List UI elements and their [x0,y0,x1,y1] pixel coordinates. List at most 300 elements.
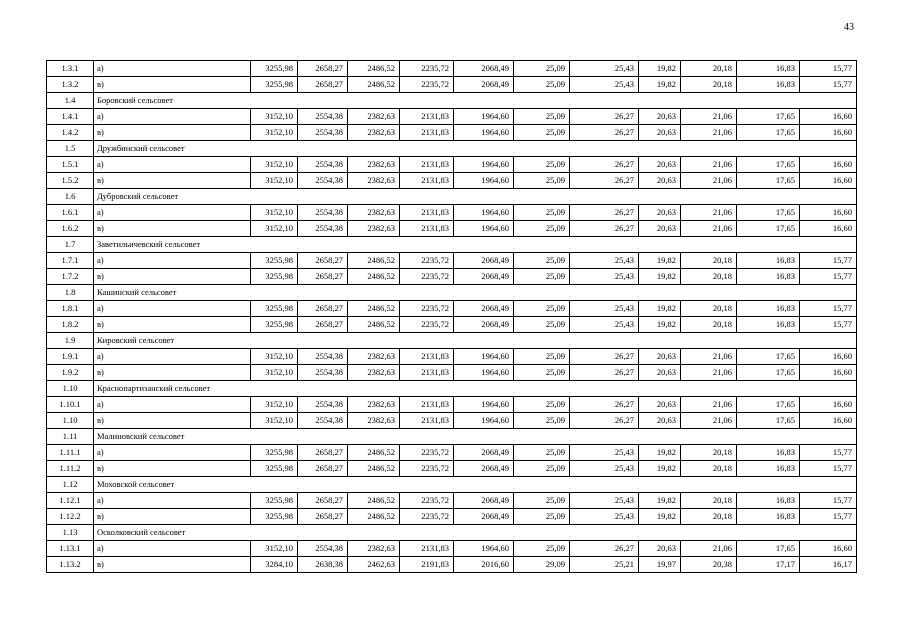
value-cell: 21,06 [681,221,737,237]
value-cell: 20,63 [639,365,681,381]
value-cell: 15,77 [800,253,857,269]
table-row [47,349,857,365]
row-code: 1.9 [47,333,94,349]
row-code: 1.10 [47,381,94,397]
value-cell: 2131,83 [400,541,454,557]
value-cell: 3255,98 [251,301,298,317]
value-cell: 16,83 [737,77,800,93]
row-code: 1.5.2 [47,173,94,189]
value-cell: 26,27 [570,125,639,141]
table-body [47,61,857,573]
value-cell: 20,63 [639,157,681,173]
table-row [47,109,857,125]
row-code: 1.13 [47,525,94,541]
value-cell: 19,82 [639,445,681,461]
value-cell: 25,43 [570,301,639,317]
table-row [47,253,857,269]
row-code: 1.4.2 [47,125,94,141]
row-label: а) [94,157,251,173]
value-cell: 25,43 [570,445,639,461]
value-cell: 25,09 [514,205,570,221]
value-cell: 25,09 [514,77,570,93]
value-cell: 2131,83 [400,157,454,173]
section-title: Дубровский сельсовет [94,189,857,205]
value-cell: 19,82 [639,301,681,317]
value-cell: 3284,10 [251,557,298,573]
value-cell: 2658,27 [298,509,348,525]
value-cell: 17,65 [737,397,800,413]
value-cell: 2382,63 [348,221,400,237]
value-cell: 2131,83 [400,397,454,413]
section-title: Малиновский сельсовет [94,429,857,445]
value-cell: 21,06 [681,365,737,381]
value-cell: 21,06 [681,109,737,125]
row-label: в) [94,317,251,333]
value-cell: 2382,63 [348,157,400,173]
row-code: 1.10.1 [47,397,94,413]
value-cell: 19,82 [639,509,681,525]
section-row [47,525,857,541]
row-code: 1.7.1 [47,253,94,269]
row-label: а) [94,541,251,557]
row-label: в) [94,461,251,477]
value-cell: 16,83 [737,269,800,285]
row-code: 1.5.1 [47,157,94,173]
value-cell: 3255,98 [251,77,298,93]
value-cell: 3152,10 [251,125,298,141]
value-cell: 25,43 [570,317,639,333]
value-cell: 2016,60 [454,557,514,573]
table-row [47,413,857,429]
value-cell: 2658,27 [298,493,348,509]
value-cell: 20,63 [639,413,681,429]
value-cell: 21,06 [681,205,737,221]
value-cell: 2486,52 [348,61,400,77]
value-cell: 3152,10 [251,157,298,173]
value-cell: 21,06 [681,413,737,429]
value-cell: 3255,98 [251,61,298,77]
value-cell: 20,63 [639,173,681,189]
value-cell: 2131,83 [400,205,454,221]
value-cell: 20,63 [639,205,681,221]
value-cell: 3255,98 [251,509,298,525]
value-cell: 21,06 [681,157,737,173]
value-cell: 26,27 [570,221,639,237]
value-cell: 25,09 [514,493,570,509]
value-cell: 20,18 [681,77,737,93]
row-code: 1.13.1 [47,541,94,557]
value-cell: 25,09 [514,301,570,317]
value-cell: 2068,49 [454,509,514,525]
row-code: 1.5 [47,141,94,157]
value-cell: 2382,63 [348,109,400,125]
value-cell: 25,09 [514,461,570,477]
value-cell: 20,63 [639,541,681,557]
value-cell: 2554,38 [298,349,348,365]
value-cell: 21,06 [681,173,737,189]
value-cell: 16,83 [737,493,800,509]
value-cell: 1964,60 [454,221,514,237]
value-cell: 1964,60 [454,205,514,221]
value-cell: 2382,63 [348,173,400,189]
value-cell: 25,09 [514,541,570,557]
value-cell: 2554,38 [298,221,348,237]
value-cell: 16,83 [737,301,800,317]
value-cell: 17,65 [737,125,800,141]
table-row [47,557,857,573]
value-cell: 25,43 [570,461,639,477]
value-cell: 25,09 [514,397,570,413]
value-cell: 25,43 [570,493,639,509]
value-cell: 2382,63 [348,413,400,429]
table-row [47,445,857,461]
value-cell: 2131,83 [400,109,454,125]
value-cell: 1964,60 [454,157,514,173]
value-cell: 21,06 [681,349,737,365]
row-code: 1.6.2 [47,221,94,237]
value-cell: 26,27 [570,157,639,173]
value-cell: 3152,10 [251,173,298,189]
value-cell: 2658,27 [298,253,348,269]
value-cell: 25,09 [514,413,570,429]
value-cell: 2554,38 [298,125,348,141]
value-cell: 25,09 [514,61,570,77]
value-cell: 2068,49 [454,461,514,477]
row-label: а) [94,109,251,125]
value-cell: 2235,72 [400,61,454,77]
row-code: 1.6 [47,189,94,205]
section-title: Краснопартизанский сельсовет [94,381,857,397]
row-label: а) [94,61,251,77]
value-cell: 20,63 [639,397,681,413]
row-label: а) [94,493,251,509]
value-cell: 2235,72 [400,493,454,509]
value-cell: 16,60 [800,125,857,141]
value-cell: 2235,72 [400,445,454,461]
value-cell: 2382,63 [348,205,400,221]
row-label: а) [94,301,251,317]
value-cell: 2068,49 [454,77,514,93]
value-cell: 15,77 [800,301,857,317]
value-cell: 20,18 [681,269,737,285]
row-code: 1.8.2 [47,317,94,333]
value-cell: 15,77 [800,61,857,77]
value-cell: 1964,60 [454,413,514,429]
value-cell: 2382,63 [348,125,400,141]
value-cell: 20,18 [681,61,737,77]
value-cell: 2382,63 [348,541,400,557]
value-cell: 16,60 [800,173,857,189]
row-label: в) [94,365,251,381]
value-cell: 3152,10 [251,541,298,557]
row-code: 1.11 [47,429,94,445]
value-cell: 16,60 [800,221,857,237]
value-cell: 2068,49 [454,61,514,77]
value-cell: 16,83 [737,509,800,525]
value-cell: 20,18 [681,317,737,333]
value-cell: 1964,60 [454,109,514,125]
value-cell: 16,60 [800,365,857,381]
value-cell: 20,63 [639,109,681,125]
value-cell: 2382,63 [348,349,400,365]
section-title: Моховской сельсовет [94,477,857,493]
section-title: Осколковский сельсовет [94,525,857,541]
value-cell: 17,65 [737,221,800,237]
row-code: 1.11.1 [47,445,94,461]
value-cell: 1964,60 [454,173,514,189]
value-cell: 16,60 [800,397,857,413]
value-cell: 1964,60 [454,541,514,557]
row-label: а) [94,205,251,221]
row-code: 1.4 [47,93,94,109]
value-cell: 20,63 [639,349,681,365]
value-cell: 2554,38 [298,541,348,557]
value-cell: 25,09 [514,365,570,381]
table-row [47,125,857,141]
section-row [47,381,857,397]
value-cell: 2486,52 [348,301,400,317]
section-row [47,93,857,109]
row-code: 1.8.1 [47,301,94,317]
value-cell: 3152,10 [251,109,298,125]
value-cell: 2068,49 [454,269,514,285]
value-cell: 19,82 [639,253,681,269]
section-title: Заветильичевский сельсовет [94,237,857,253]
value-cell: 2068,49 [454,317,514,333]
value-cell: 2068,49 [454,445,514,461]
value-cell: 2235,72 [400,269,454,285]
value-cell: 3255,98 [251,445,298,461]
value-cell: 16,60 [800,205,857,221]
value-cell: 15,77 [800,493,857,509]
value-cell: 25,09 [514,317,570,333]
row-label: в) [94,557,251,573]
value-cell: 20,18 [681,445,737,461]
value-cell: 16,83 [737,317,800,333]
row-label: в) [94,221,251,237]
value-cell: 2131,83 [400,365,454,381]
value-cell: 17,65 [737,349,800,365]
row-code: 1.9.1 [47,349,94,365]
value-cell: 25,43 [570,509,639,525]
section-row [47,285,857,301]
value-cell: 26,27 [570,397,639,413]
value-cell: 25,43 [570,253,639,269]
value-cell: 2658,27 [298,301,348,317]
row-code: 1.7 [47,237,94,253]
value-cell: 3152,10 [251,221,298,237]
value-cell: 15,77 [800,77,857,93]
value-cell: 17,65 [737,157,800,173]
value-cell: 1964,60 [454,125,514,141]
value-cell: 25,09 [514,221,570,237]
row-code: 1.4.1 [47,109,94,125]
value-cell: 15,77 [800,317,857,333]
value-cell: 25,43 [570,61,639,77]
value-cell: 15,77 [800,509,857,525]
row-code: 1.3.1 [47,61,94,77]
value-cell: 15,77 [800,445,857,461]
row-label: в) [94,509,251,525]
value-cell: 3152,10 [251,397,298,413]
row-label: в) [94,413,251,429]
table-row [47,77,857,93]
row-label: а) [94,445,251,461]
value-cell: 26,27 [570,173,639,189]
value-cell: 19,82 [639,317,681,333]
value-cell: 16,83 [737,461,800,477]
row-code: 1.11.2 [47,461,94,477]
value-cell: 2554,38 [298,205,348,221]
row-label: в) [94,269,251,285]
value-cell: 3255,98 [251,461,298,477]
value-cell: 25,09 [514,109,570,125]
row-label: а) [94,253,251,269]
value-cell: 2486,52 [348,253,400,269]
value-cell: 2658,27 [298,461,348,477]
value-cell: 26,27 [570,365,639,381]
value-cell: 2131,83 [400,349,454,365]
row-code: 1.12.2 [47,509,94,525]
value-cell: 2131,83 [400,221,454,237]
value-cell: 17,65 [737,109,800,125]
value-cell: 3152,10 [251,205,298,221]
value-cell: 2486,52 [348,461,400,477]
value-cell: 19,82 [639,493,681,509]
value-cell: 2486,52 [348,445,400,461]
value-cell: 2235,72 [400,509,454,525]
row-label: а) [94,397,251,413]
table-row [47,461,857,477]
value-cell: 25,09 [514,509,570,525]
value-cell: 26,27 [570,109,639,125]
table-row [47,397,857,413]
value-cell: 19,82 [639,269,681,285]
value-cell: 3152,10 [251,413,298,429]
value-cell: 20,63 [639,125,681,141]
table-row [47,269,857,285]
value-cell: 26,27 [570,205,639,221]
value-cell: 2554,38 [298,397,348,413]
value-cell: 20,18 [681,301,737,317]
value-cell: 17,65 [737,365,800,381]
value-cell: 2486,52 [348,269,400,285]
value-cell: 20,38 [681,557,737,573]
section-title: Боровский сельсовет [94,93,857,109]
value-cell: 2486,52 [348,493,400,509]
value-cell: 25,09 [514,173,570,189]
value-cell: 25,09 [514,157,570,173]
value-cell: 2658,27 [298,269,348,285]
table-row [47,205,857,221]
value-cell: 15,77 [800,461,857,477]
table-row [47,173,857,189]
value-cell: 2462,63 [348,557,400,573]
value-cell: 2131,83 [400,413,454,429]
value-cell: 26,27 [570,541,639,557]
value-cell: 19,82 [639,61,681,77]
value-cell: 26,27 [570,349,639,365]
value-cell: 16,60 [800,157,857,173]
value-cell: 20,18 [681,253,737,269]
table-row [47,317,857,333]
value-cell: 2554,38 [298,157,348,173]
value-cell: 17,65 [737,205,800,221]
value-cell: 17,65 [737,541,800,557]
value-cell: 2382,63 [348,397,400,413]
value-cell: 25,09 [514,269,570,285]
value-cell: 19,82 [639,461,681,477]
section-row [47,189,857,205]
row-label: в) [94,125,251,141]
row-code: 1.3.2 [47,77,94,93]
value-cell: 2191,83 [400,557,454,573]
row-code: 1.13.2 [47,557,94,573]
value-cell: 2638,38 [298,557,348,573]
value-cell: 19,97 [639,557,681,573]
value-cell: 16,60 [800,109,857,125]
value-cell: 16,17 [800,557,857,573]
value-cell: 3255,98 [251,269,298,285]
page-number: 43 [844,22,854,33]
value-cell: 29,09 [514,557,570,573]
value-cell: 26,27 [570,413,639,429]
value-cell: 2235,72 [400,317,454,333]
table-row [47,301,857,317]
table-row [47,221,857,237]
value-cell: 25,09 [514,445,570,461]
value-cell: 20,63 [639,221,681,237]
value-cell: 16,60 [800,349,857,365]
value-cell: 25,09 [514,253,570,269]
section-row [47,429,857,445]
value-cell: 2554,38 [298,413,348,429]
value-cell: 17,65 [737,413,800,429]
value-cell: 2068,49 [454,253,514,269]
value-cell: 3152,10 [251,365,298,381]
tariff-table [46,60,857,573]
section-row [47,477,857,493]
section-row [47,237,857,253]
value-cell: 2235,72 [400,301,454,317]
value-cell: 2486,52 [348,317,400,333]
value-cell: 25,09 [514,125,570,141]
value-cell: 2068,49 [454,301,514,317]
row-code: 1.12 [47,477,94,493]
value-cell: 16,60 [800,413,857,429]
value-cell: 16,83 [737,445,800,461]
value-cell: 3255,98 [251,493,298,509]
value-cell: 2554,38 [298,173,348,189]
value-cell: 1964,60 [454,349,514,365]
value-cell: 25,21 [570,557,639,573]
value-cell: 1964,60 [454,365,514,381]
value-cell: 2658,27 [298,77,348,93]
value-cell: 2486,52 [348,509,400,525]
value-cell: 25,43 [570,269,639,285]
value-cell: 2382,63 [348,365,400,381]
table-row [47,365,857,381]
value-cell: 2235,72 [400,77,454,93]
value-cell: 16,83 [737,61,800,77]
value-cell: 2658,27 [298,61,348,77]
row-label: в) [94,173,251,189]
value-cell: 2235,72 [400,253,454,269]
value-cell: 2131,83 [400,125,454,141]
value-cell: 2131,83 [400,173,454,189]
row-code: 1.10 [47,413,94,429]
value-cell: 25,09 [514,349,570,365]
